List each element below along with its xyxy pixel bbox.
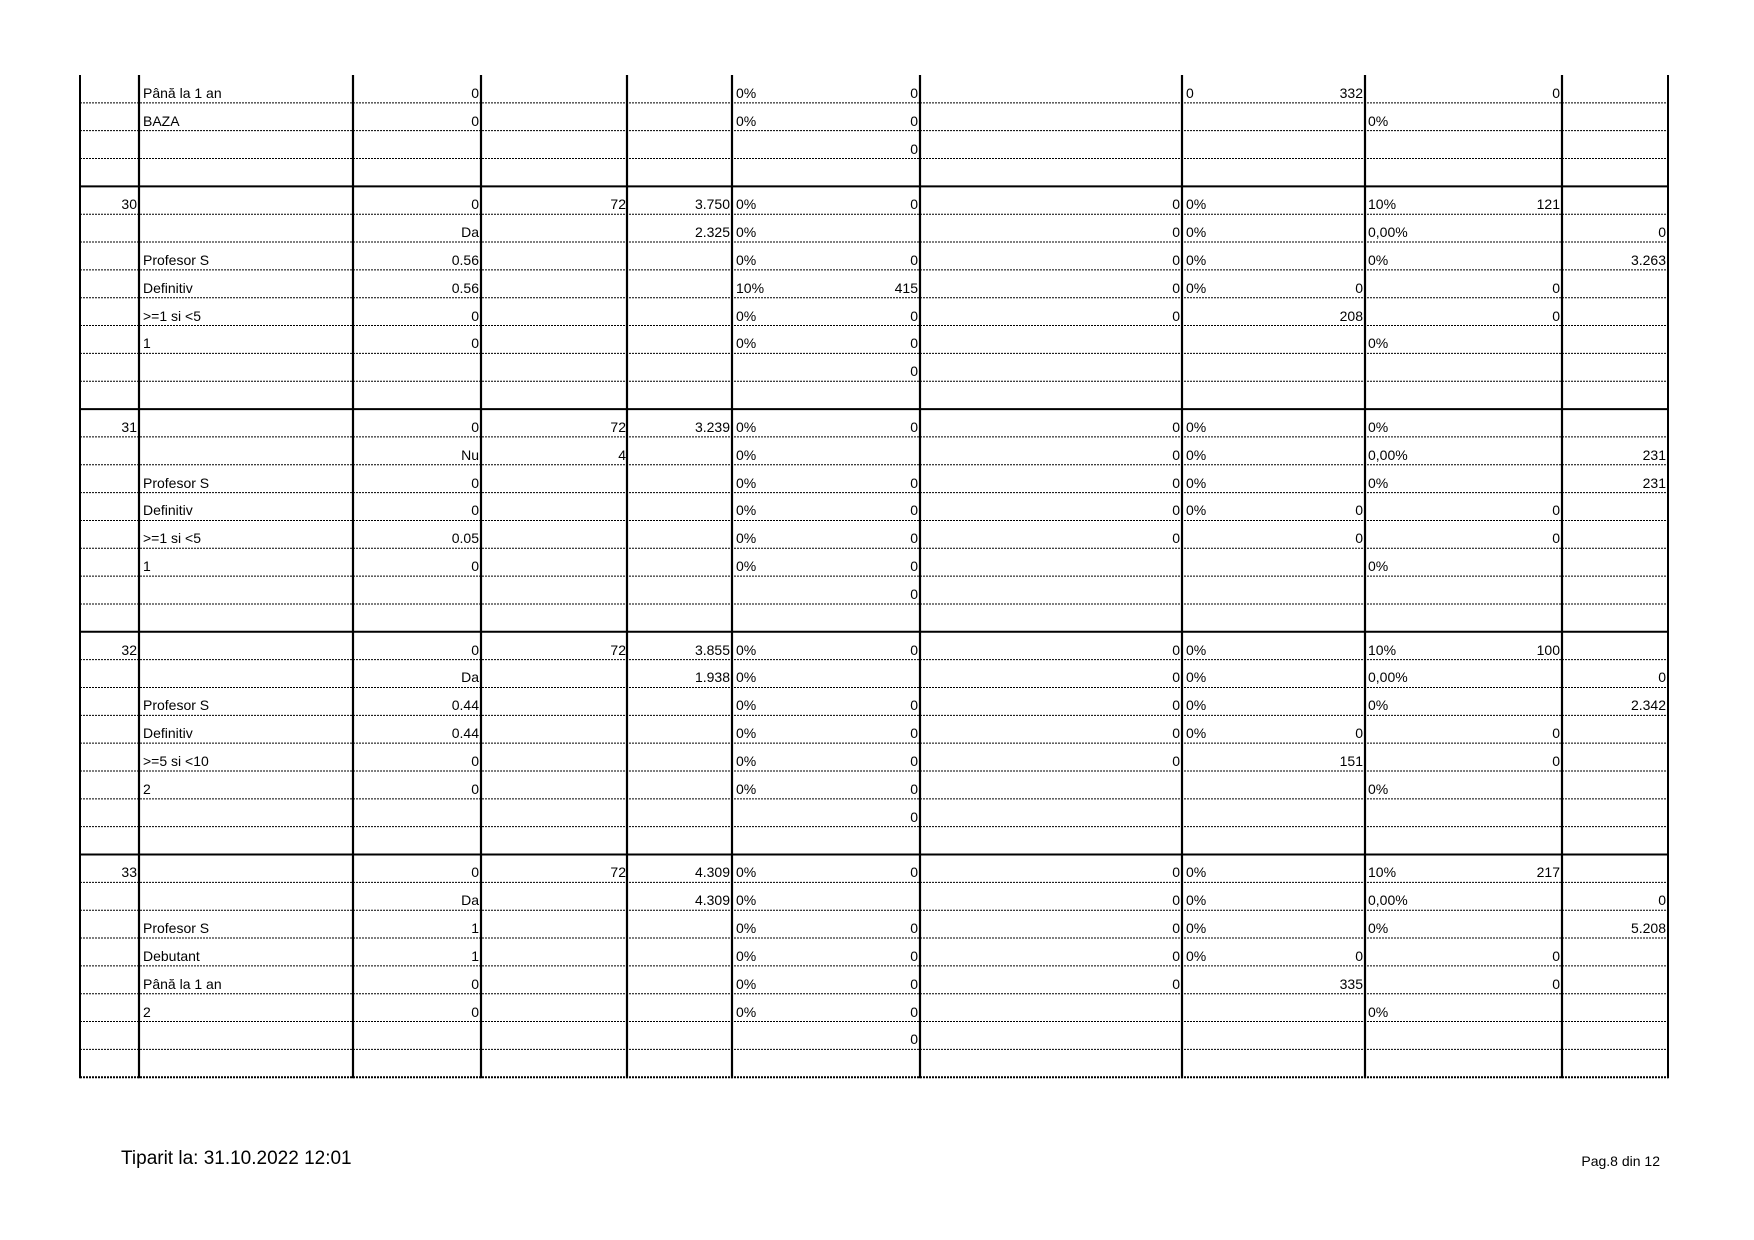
table-cell: 0% xyxy=(736,446,757,463)
table-cell: 0 xyxy=(1172,892,1180,909)
table-cell: 0% xyxy=(1186,864,1207,881)
table-cell: 0 xyxy=(910,558,918,575)
table-cell: 0 xyxy=(471,196,479,213)
table-cell: 0% xyxy=(736,780,757,797)
table-cell: 0 xyxy=(910,502,918,519)
table-cell: 231 xyxy=(1642,474,1666,491)
table-cell: 0% xyxy=(1368,335,1389,352)
table-cell: Definitiv xyxy=(143,279,193,296)
table-cell: 0 xyxy=(910,112,918,129)
table-cell: 0 xyxy=(910,864,918,881)
table-cell: 0 xyxy=(1172,947,1180,964)
table-cell: 0 xyxy=(910,196,918,213)
table-cell: 0 xyxy=(471,864,479,881)
table-cell: 217 xyxy=(1536,864,1560,881)
table-cell: 208 xyxy=(1339,307,1363,324)
table-cell: 0% xyxy=(1368,418,1389,435)
table-cell: 0 xyxy=(471,84,479,101)
table-cell: 4.309 xyxy=(694,892,730,909)
table-cell: 10% xyxy=(1368,196,1397,213)
table-cell: 0% xyxy=(1186,279,1207,296)
table-cell: 1 xyxy=(143,335,151,352)
table-cell: 1.938 xyxy=(694,669,730,686)
table-cell: 33 xyxy=(121,864,137,881)
table-cell: 0 xyxy=(1552,307,1560,324)
table-cell: 0 xyxy=(910,84,918,101)
table-cell: 0 xyxy=(1355,502,1363,519)
table-cell: 0% xyxy=(736,920,757,937)
printed-timestamp: Tiparit la: 31.10.2022 12:01 xyxy=(121,1148,352,1169)
table-cell: 0 xyxy=(471,780,479,797)
table-cell: Da xyxy=(461,669,479,686)
table-cell: 0,00% xyxy=(1368,892,1408,909)
table-cell: 0 xyxy=(910,363,918,380)
table-cell: 0 xyxy=(471,558,479,575)
table-cell: 0% xyxy=(736,892,757,909)
table-cell: >=1 si <5 xyxy=(143,307,201,324)
table-cell: 0 xyxy=(1172,864,1180,881)
table-cell: 0 xyxy=(1172,418,1180,435)
table-cell: Definitiv xyxy=(143,725,193,742)
table-cell: 0% xyxy=(736,864,757,881)
table-cell: 0 xyxy=(1552,84,1560,101)
table-cell: 0% xyxy=(736,502,757,519)
table-cell: 0 xyxy=(910,808,918,825)
table-cell: 0% xyxy=(736,224,757,241)
table-cell: Profesor S xyxy=(143,697,210,714)
table-cell: 0 xyxy=(1658,892,1666,909)
table-cell: 0 xyxy=(910,530,918,547)
table-cell: 5.208 xyxy=(1630,920,1666,937)
table-cell: Profesor S xyxy=(143,920,210,937)
table-cell: 0 xyxy=(1552,753,1560,769)
table-cell: 0 xyxy=(910,975,918,992)
table-cell: 0% xyxy=(1186,446,1207,463)
table-cell: 0% xyxy=(1186,224,1207,241)
table-cell: Profesor S xyxy=(143,251,210,268)
table-cell: 0% xyxy=(736,418,757,435)
table-cell: 0 xyxy=(910,920,918,937)
table-cell: 0.56 xyxy=(451,251,479,268)
table-cell: 10% xyxy=(736,279,765,296)
table-cell: 3.263 xyxy=(1630,251,1666,268)
table-cell: 2 xyxy=(143,1003,151,1020)
table-cell: 0% xyxy=(1368,697,1389,714)
table-cell: 332 xyxy=(1339,84,1363,101)
table-cell: 0 xyxy=(1186,84,1194,101)
table-cell: 0 xyxy=(1355,725,1363,742)
table-cell: 0 xyxy=(910,1003,918,1020)
table-cell: 0.44 xyxy=(451,725,479,742)
table-cell: 0 xyxy=(1172,474,1180,491)
table-cell: Nu xyxy=(461,446,479,463)
table-cell: 0% xyxy=(736,530,757,547)
table-cell: 10% xyxy=(1368,641,1397,658)
table-cell: Profesor S xyxy=(143,474,210,491)
table-cell: 0 xyxy=(1172,753,1180,769)
table-cell: 3.750 xyxy=(694,196,730,213)
table-cell: 0% xyxy=(736,641,757,658)
table-cell: 0% xyxy=(736,669,757,686)
table-cell: 0 xyxy=(1172,224,1180,241)
table-cell: 2 xyxy=(143,780,151,797)
table-cell: 0,00% xyxy=(1368,669,1408,686)
table-cell: 0 xyxy=(1172,279,1180,296)
table-cell: 1 xyxy=(143,558,151,575)
table-cell: 0 xyxy=(1172,669,1180,686)
table-cell: 0 xyxy=(471,474,479,491)
table-cell: 0% xyxy=(1368,474,1389,491)
table-cell: 0 xyxy=(910,140,918,157)
table-cell: 0 xyxy=(1172,196,1180,213)
table-cell: 72 xyxy=(610,418,626,435)
table-cell: 0% xyxy=(736,1003,757,1020)
table-cell: 72 xyxy=(610,641,626,658)
table-cell: 0% xyxy=(736,112,757,129)
table-cell: 0% xyxy=(1368,558,1389,575)
table-cell: 0 xyxy=(1172,530,1180,547)
table-cell: 0 xyxy=(1552,279,1560,296)
table-cell: 10% xyxy=(1368,864,1397,881)
table-cell: 31 xyxy=(121,418,137,435)
table-cell: 0% xyxy=(1186,947,1207,964)
table-cell: 0 xyxy=(910,418,918,435)
table-cell: 0% xyxy=(1186,892,1207,909)
table-cell: 0 xyxy=(1172,502,1180,519)
table-cell: 0 xyxy=(471,975,479,992)
table-cell: 121 xyxy=(1536,196,1560,213)
table-cell: 0 xyxy=(1172,446,1180,463)
table-cell: Definitiv xyxy=(143,502,193,519)
table-cell: 72 xyxy=(610,196,626,213)
table-cell: 0 xyxy=(1172,641,1180,658)
table-cell: 100 xyxy=(1536,641,1560,658)
table-cell: 0 xyxy=(471,307,479,324)
table-cell: 0 xyxy=(1658,669,1666,686)
table-cell: 2.325 xyxy=(694,224,730,241)
table-cell: 0% xyxy=(736,753,757,769)
table-cell: 0.05 xyxy=(451,530,479,547)
table-cell: 0,00% xyxy=(1368,224,1408,241)
table-cell: 4.309 xyxy=(694,864,730,881)
table-cell: 0% xyxy=(1186,502,1207,519)
table-cell: 0 xyxy=(1552,975,1560,992)
table-cell: 0% xyxy=(1186,418,1207,435)
table-cell: 151 xyxy=(1339,753,1363,769)
table-cell: 0% xyxy=(736,84,757,101)
table-cell: 0% xyxy=(1186,920,1207,937)
table-cell: 0 xyxy=(471,753,479,769)
table-cell: 0% xyxy=(736,307,757,324)
table-cell: 0% xyxy=(1186,725,1207,742)
table-cell: 4 xyxy=(618,446,626,463)
table-cell: 0% xyxy=(1186,641,1207,658)
table-cell: 3.855 xyxy=(694,641,730,658)
table-cell: 415 xyxy=(894,279,918,296)
table-cell: Până la 1 an xyxy=(143,975,222,992)
table-cell: 0% xyxy=(1186,697,1207,714)
table-cell: 0% xyxy=(736,975,757,992)
table-cell: 0% xyxy=(736,558,757,575)
table-cell: 0 xyxy=(471,418,479,435)
table-cell: 0 xyxy=(1172,920,1180,937)
table-cell: 0 xyxy=(471,502,479,519)
table-cell: 1 xyxy=(471,920,479,937)
table-cell: 0 xyxy=(1552,530,1560,547)
table-cell: 0 xyxy=(910,641,918,658)
table-cell: 0 xyxy=(1172,697,1180,714)
table-cell: 0% xyxy=(1368,920,1389,937)
table-cell: 2.342 xyxy=(1630,697,1666,714)
page-number: Pag.8 din 12 xyxy=(1581,1153,1660,1169)
table-cell: 0 xyxy=(910,753,918,769)
table-cell: >=5 si <10 xyxy=(143,753,209,769)
table-cell: 0 xyxy=(910,307,918,324)
table-cell: 0% xyxy=(736,335,757,352)
table-cell: 0,00% xyxy=(1368,446,1408,463)
table-cell: 0 xyxy=(471,112,479,129)
table-cell: 72 xyxy=(610,864,626,881)
table-cell: 0 xyxy=(910,474,918,491)
table-cell: 1 xyxy=(471,947,479,964)
table-cell: 0 xyxy=(1658,224,1666,241)
table-cell: 0% xyxy=(736,947,757,964)
table-cell: 0% xyxy=(736,725,757,742)
table-cell: 0 xyxy=(1552,947,1560,964)
table-cell: Da xyxy=(461,892,479,909)
table-cell: Da xyxy=(461,224,479,241)
table-cell: Debutant xyxy=(143,947,200,964)
table-cell: 0.56 xyxy=(451,279,479,296)
table-cell: 0 xyxy=(910,697,918,714)
table-cell: 0% xyxy=(736,474,757,491)
table-cell: 0% xyxy=(1186,196,1207,213)
table-cell: 0% xyxy=(736,697,757,714)
table-cell: 0 xyxy=(1355,947,1363,964)
table-cell: 0 xyxy=(1172,725,1180,742)
table-cell: 0 xyxy=(471,1003,479,1020)
table-cell: 0 xyxy=(910,585,918,602)
table-cell: 0.44 xyxy=(451,697,479,714)
table-cell: 0 xyxy=(1172,307,1180,324)
table-cell: 0% xyxy=(1186,251,1207,268)
table-cell: 0% xyxy=(736,196,757,213)
table-cell: >=1 si <5 xyxy=(143,530,201,547)
table-cell: 0 xyxy=(1355,530,1363,547)
table-cell: 0% xyxy=(1368,251,1389,268)
table-cell: 335 xyxy=(1339,975,1363,992)
table-cell: 3.239 xyxy=(694,418,730,435)
table-cell: BAZA xyxy=(143,112,180,129)
table-cell: 32 xyxy=(121,641,137,658)
table-cell: 0 xyxy=(1552,502,1560,519)
table-cell: 0% xyxy=(1368,1003,1389,1020)
table-cell: 0 xyxy=(1552,725,1560,742)
table-cell: 0 xyxy=(910,1031,918,1048)
table-cell: 0% xyxy=(1186,474,1207,491)
table-cell: 0 xyxy=(910,725,918,742)
table-cell: 0 xyxy=(471,335,479,352)
table-cell: 231 xyxy=(1642,446,1666,463)
table-cell: 0 xyxy=(910,947,918,964)
table-cell: 0% xyxy=(1186,669,1207,686)
table-cell: 0 xyxy=(910,780,918,797)
table-cell: 0 xyxy=(1172,251,1180,268)
table-cell: 0% xyxy=(1368,780,1389,797)
table-cell: 0 xyxy=(471,641,479,658)
table-cell: 0% xyxy=(1368,112,1389,129)
table-cell: Până la 1 an xyxy=(143,84,222,101)
table-cell: 0 xyxy=(1355,279,1363,296)
table-cell: 0 xyxy=(910,251,918,268)
table-cell: 0% xyxy=(736,251,757,268)
table-cell: 0 xyxy=(1172,975,1180,992)
table-cell: 30 xyxy=(121,196,137,213)
table-cell: 0 xyxy=(910,335,918,352)
